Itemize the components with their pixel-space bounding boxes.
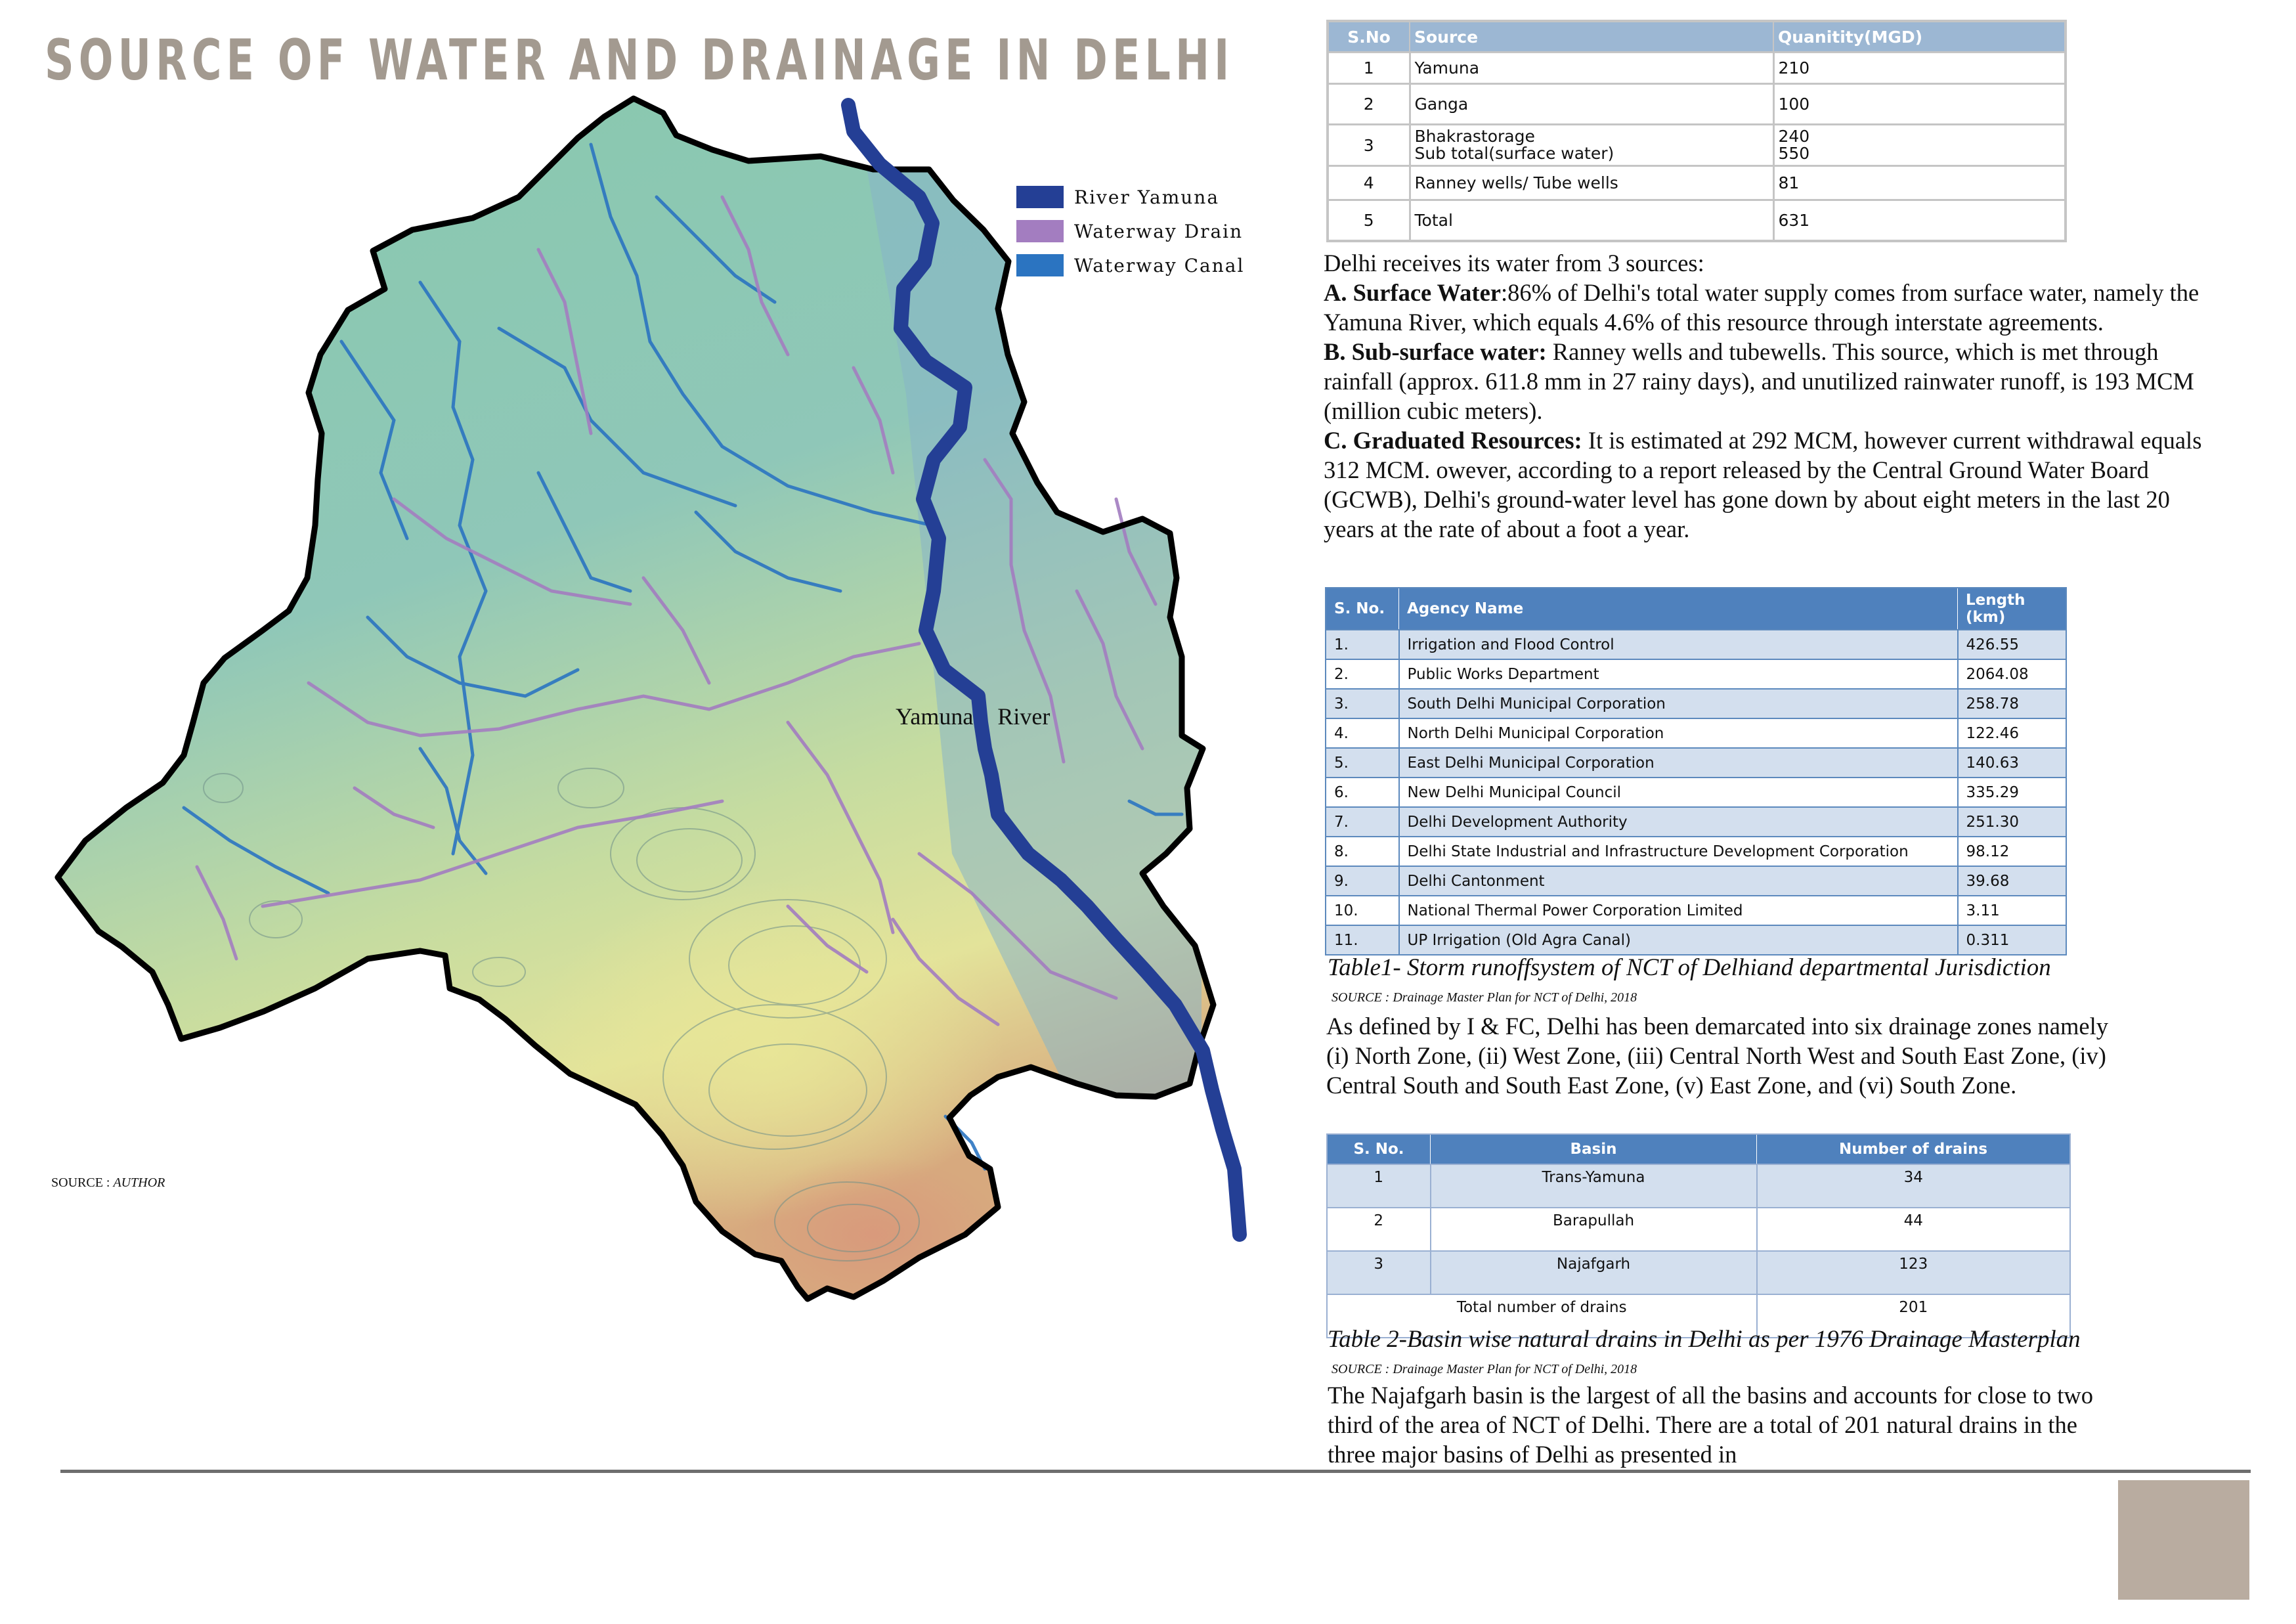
table-row	[1326, 925, 2066, 955]
cell-length: 3.11	[1958, 896, 2067, 925]
total-label: Total number of drains	[1327, 1294, 1757, 1338]
footer-divider	[60, 1470, 2251, 1473]
cell-agency: Irrigation and Flood Control	[1399, 630, 1958, 659]
page-title: SOURCE OF WATER AND DRAINAGE IN DELHI	[45, 28, 1234, 93]
table-row	[1327, 1251, 2070, 1294]
drainage-zones-text: As defined by I & FC, Delhi has been demarcated into six drainage zones namely (i) North Zone, (ii) West Zone, (iii) Central North West and South East Zone, (iv) Central South and South East Zone, (v) East Zone, and (vi) South Zone.	[1326, 1013, 2108, 1099]
subsurface-water-paragraph	[1324, 337, 2203, 426]
cell-no: 1	[1328, 53, 1410, 84]
cell-basin: Najafgarh	[1431, 1251, 1757, 1294]
column-header: Quanitity(MGD)	[1773, 21, 2066, 53]
table-row	[1328, 84, 2066, 125]
cell-agency: New Delhi Municipal Council	[1399, 778, 1958, 807]
table-row	[1326, 689, 2066, 718]
legend-label: Waterway Drain	[1074, 220, 1244, 242]
table-row	[1326, 630, 2066, 659]
cell-qty: 81	[1773, 166, 2066, 200]
paragraph-body: It is estimated at 292 MCM, however current withdrawal equals 312 MCM. owever, according to a report released by the Central Ground Water Board (GCWB), Delhi's ground-water level has gone down by about eight meters in the last 20 years at the rate of about a foot a year.	[1324, 427, 2202, 542]
table-row	[1326, 807, 2066, 837]
corner-badge	[2118, 1480, 2249, 1600]
table1-source: SOURCE : Drainage Master Plan for NCT of Delhi, 2018	[1332, 990, 1637, 1005]
column-header: S.No	[1328, 21, 1410, 53]
cell-qty: 210	[1773, 53, 2066, 84]
cell-no: 6.	[1326, 778, 1399, 807]
legend-label: Waterway Canal	[1074, 254, 1245, 276]
map-legend	[1016, 180, 1244, 282]
cell-no: 4	[1328, 166, 1410, 200]
cell-length: 122.46	[1958, 718, 2067, 748]
legend-item-drain	[1016, 214, 1244, 248]
basin-table	[1326, 1133, 2071, 1338]
legend-swatch-drain	[1016, 220, 1064, 242]
cell-agency: South Delhi Municipal Corporation	[1399, 689, 1958, 718]
column-header: S. No.	[1327, 1134, 1431, 1164]
paragraph-heading: A. Surface Water	[1324, 279, 1501, 306]
source-value: AUTHOR	[113, 1175, 165, 1190]
water-source-table	[1326, 20, 2067, 242]
cell-no: 2	[1328, 84, 1410, 125]
agency-table	[1325, 587, 2067, 955]
table-row	[1326, 748, 2066, 778]
cell-source: Yamuna	[1410, 53, 1773, 84]
cell-basin: Barapullah	[1431, 1208, 1757, 1251]
cell-no: 3	[1327, 1251, 1431, 1294]
table2-caption: Table 2-Basin wise natural drains in Delhi as per 1976 Drainage Masterplan	[1328, 1326, 2081, 1353]
cell-qty: 631	[1773, 200, 2066, 241]
column-header: Source	[1410, 21, 1773, 53]
cell-drain-count: 44	[1757, 1208, 2071, 1251]
cell-basin: Trans-Yamuna	[1431, 1164, 1757, 1208]
cell-drain-count: 123	[1757, 1251, 2071, 1294]
cell-agency: Delhi Development Authority	[1399, 807, 1958, 837]
cell-no: 3	[1328, 125, 1410, 166]
table-row	[1326, 866, 2066, 896]
graduated-resources-paragraph	[1324, 426, 2203, 544]
cell-source: Ganga	[1410, 84, 1773, 125]
cell-agency: Delhi Cantonment	[1399, 866, 1958, 896]
cell-no: 9.	[1326, 866, 1399, 896]
cell-no: 5.	[1326, 748, 1399, 778]
table-row	[1327, 1164, 2070, 1208]
table-row	[1326, 778, 2066, 807]
cell-no: 1.	[1326, 630, 1399, 659]
cell-agency: Delhi State Industrial and Infrastructure Development Corporation	[1399, 837, 1958, 866]
table-row	[1326, 659, 2066, 689]
cell-length: 258.78	[1958, 689, 2067, 718]
table1-caption: Table1- Storm runoffsystem of NCT of Delhiand departmental Jurisdiction	[1328, 954, 2051, 981]
table-header-row	[1327, 1134, 2070, 1164]
column-header: Basin	[1431, 1134, 1757, 1164]
cell-no: 4.	[1326, 718, 1399, 748]
cell-length: 140.63	[1958, 748, 2067, 778]
table-row	[1326, 718, 2066, 748]
table-row	[1326, 896, 2066, 925]
cell-source	[1410, 125, 1773, 166]
map-source	[51, 1175, 165, 1191]
river-label: Yamuna River	[896, 703, 1051, 730]
cell-length: 251.30	[1958, 807, 2067, 837]
intro-line: Delhi receives its water from 3 sources:	[1324, 250, 1704, 276]
cell-no: 8.	[1326, 837, 1399, 866]
cell-no: 10.	[1326, 896, 1399, 925]
cell-qty-line: 240	[1778, 127, 1810, 146]
column-header: Length (km)	[1958, 588, 2067, 630]
source-prefix: SOURCE :	[51, 1175, 110, 1190]
table-header-row	[1326, 588, 2066, 630]
paragraph-heading: B. Sub-surface water:	[1324, 338, 1547, 365]
cell-source: Ranney wells/ Tube wells	[1410, 166, 1773, 200]
cell-no: 2.	[1326, 659, 1399, 689]
closing-text: The Najafgarh basin is the largest of all the basins and accounts for close to two third of the area of NCT of Delhi. There are a total of 201 natural drains in the three major basins of Delhi as presented in	[1328, 1382, 2093, 1468]
cell-no: 2	[1327, 1208, 1431, 1251]
cell-length: 426.55	[1958, 630, 2067, 659]
cell-agency: UP Irrigation (Old Agra Canal)	[1399, 925, 1958, 955]
cell-length: 335.29	[1958, 778, 2067, 807]
cell-no: 5	[1328, 200, 1410, 241]
legend-swatch-canal	[1016, 254, 1064, 276]
legend-label: River Yamuna	[1074, 186, 1220, 208]
total-value: 201	[1757, 1294, 2071, 1338]
column-header: Agency Name	[1399, 588, 1958, 630]
cell-agency: East Delhi Municipal Corporation	[1399, 748, 1958, 778]
cell-source-line: Sub total(surface water)	[1414, 144, 1614, 163]
legend-swatch-river	[1016, 186, 1064, 208]
cell-no: 7.	[1326, 807, 1399, 837]
table2-source: SOURCE : Drainage Master Plan for NCT of Delhi, 2018	[1332, 1362, 1637, 1376]
paragraph-body: Ranney wells and tubewells. This source, which is met through rainfall (approx. 611.8 mm in 27 rainy days), and unutilized rainwater runoff, is 193 MCM (million cubic meters).	[1324, 338, 2194, 424]
cell-qty-line: 550	[1778, 144, 1810, 163]
table-row	[1328, 125, 2066, 166]
cell-qty	[1773, 125, 2066, 166]
cell-agency: Public Works Department	[1399, 659, 1958, 689]
cell-no: 11.	[1326, 925, 1399, 955]
cell-drain-count: 34	[1757, 1164, 2071, 1208]
legend-item-river	[1016, 180, 1244, 214]
column-header: S. No.	[1326, 588, 1399, 630]
cell-no: 1	[1327, 1164, 1431, 1208]
table-row	[1328, 200, 2066, 241]
table-row	[1328, 53, 2066, 84]
cell-source: Total	[1410, 200, 1773, 241]
table-row	[1328, 166, 2066, 200]
cell-qty: 100	[1773, 84, 2066, 125]
cell-length: 98.12	[1958, 837, 2067, 866]
table-header-row	[1328, 21, 2066, 53]
cell-source-line: Bhakrastorage	[1414, 127, 1535, 146]
cell-length: 2064.08	[1958, 659, 2067, 689]
cell-agency: National Thermal Power Corporation Limited	[1399, 896, 1958, 925]
table-row	[1327, 1208, 2070, 1251]
paragraph-heading: C. Graduated Resources:	[1324, 427, 1582, 454]
paragraph-body: :86% of Delhi's total water supply comes from surface water, namely the Yamuna River, which equals 4.6% of this resource through interstate agreements.	[1324, 279, 2199, 336]
table-row	[1326, 837, 2066, 866]
water-sources-text	[1324, 248, 2203, 544]
surface-water-paragraph	[1324, 278, 2203, 337]
cell-no: 3.	[1326, 689, 1399, 718]
cell-length: 0.311	[1958, 925, 2067, 955]
column-header: Number of drains	[1757, 1134, 2071, 1164]
legend-item-canal	[1016, 248, 1244, 282]
cell-length: 39.68	[1958, 866, 2067, 896]
cell-agency: North Delhi Municipal Corporation	[1399, 718, 1958, 748]
